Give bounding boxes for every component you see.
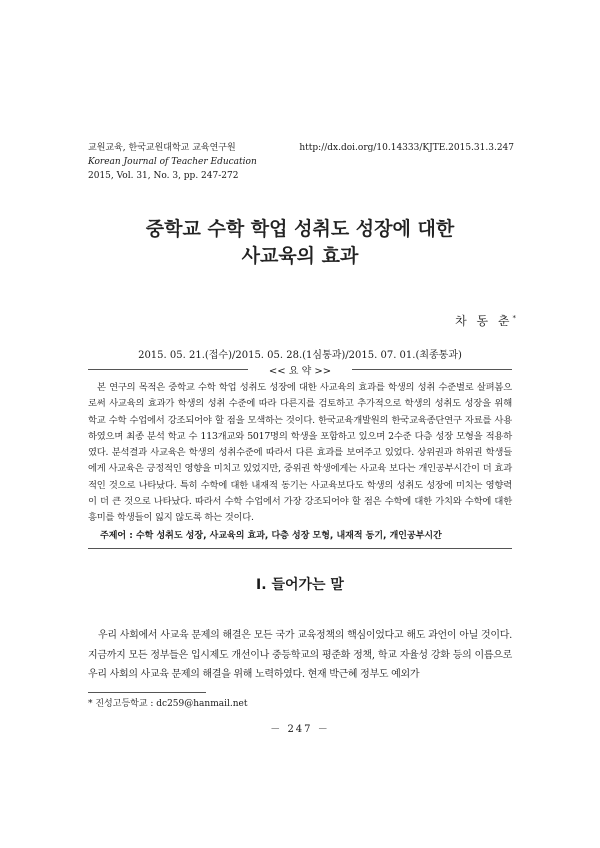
- doi-link[interactable]: http://dx.doi.org/10.14333/KJTE.2015.31.3.247: [299, 143, 514, 153]
- page-number: － 247 －: [270, 724, 330, 735]
- publisher-line: 교원교육, 한국교원대학교 교육연구원: [88, 143, 236, 153]
- abstract-rule-right: [352, 369, 512, 370]
- author-footnote-mark: *: [512, 314, 516, 322]
- issue-line: 2015, Vol. 31, No. 3, pp. 247-272: [88, 171, 239, 181]
- keywords: 주제어 : 수학 성취도 성장, 사교육의 효과, 다층 성장 모형, 내재적 동기, 개인공부시간: [100, 531, 442, 541]
- journal-info: [88, 141, 257, 183]
- body-paragraph: 우리 사회에서 사교육 문제의 해결은 모든 국가 교육정책의 핵심이었다고 해도 과언이 아닐 것이다. 지금까지 모든 정부들은 입시제도 개선이나 중등학교의 평준화 정책, 학교 자율성 강화 등의 이름으로 우리 사회의 사교육 문제의 해결을 위해 노력하였다. 현재 박근혜 정부도 예외가: [88, 630, 512, 680]
- paper-title: [0, 216, 600, 270]
- abstract-text: 본 연구의 목적은 중학교 수학 학업 성취도 성장에 대한 사교육의 효과를 학생의 성취 수준별로 살펴봄으로써 사교육의 효과가 학생의 성취 수준에 따라 다른지를 검토하고 추가적으로 학생의 성취도 성장을 위해 학교 수학 수업에서 강조되어야 할 점을 모색하는 것이다. 한국교육개발원의 한국교육종단연구 자료를 사용하였으며 최종 분석 학교 수 113개교와 5017명의 학생을 포함하고 있으며 2수준 다층 성장 모형을 적용하였다. 분석결과 사교육은 학생의 성취수준에 따라서 다른 효과를 보여주고 있었다. 상위권과 하위권 학생들에게 사교육은 긍정적인 영향을 미치고 있었지만, 중위권 학생에게는 사교육 보다는 개인공부시간이 더 효과적인 것으로 나타났다. 특히 수학에 대한 내재적 동기는 사교육보다도 학생의 성취도 성장에 미치는 영향력이 더 큰 것으로 나타났다. 따라서 수학 수업에서 가장 강조되어야 할 점은 수학에 대한 가치와 수학에 대한 흥미를 학생들이 잃지 않도록 하는 것이다.: [88, 382, 512, 524]
- abstract-label: << 요 약 >>: [268, 366, 332, 377]
- footnote: * 진성고등학교 : dc259@hanmail.net: [88, 699, 248, 709]
- author-name: 차 동 춘: [455, 314, 513, 328]
- title-line-2: 사교육의 효과: [241, 245, 359, 267]
- keywords-divider: [88, 548, 512, 549]
- submission-dates: 2015. 05. 21.(접수)/2015. 05. 28.(1심통과)/2015. 07. 01.(최종통과): [138, 350, 462, 361]
- abstract-heading: [88, 362, 512, 376]
- footnote-divider: [88, 692, 206, 693]
- journal-name: Korean Journal of Teacher Education: [88, 157, 257, 167]
- title-line-1: 중학교 수학 학업 성취도 성장에 대한: [145, 218, 455, 240]
- section-heading: Ⅰ. 들어가는 말: [256, 577, 344, 593]
- author: [455, 312, 516, 329]
